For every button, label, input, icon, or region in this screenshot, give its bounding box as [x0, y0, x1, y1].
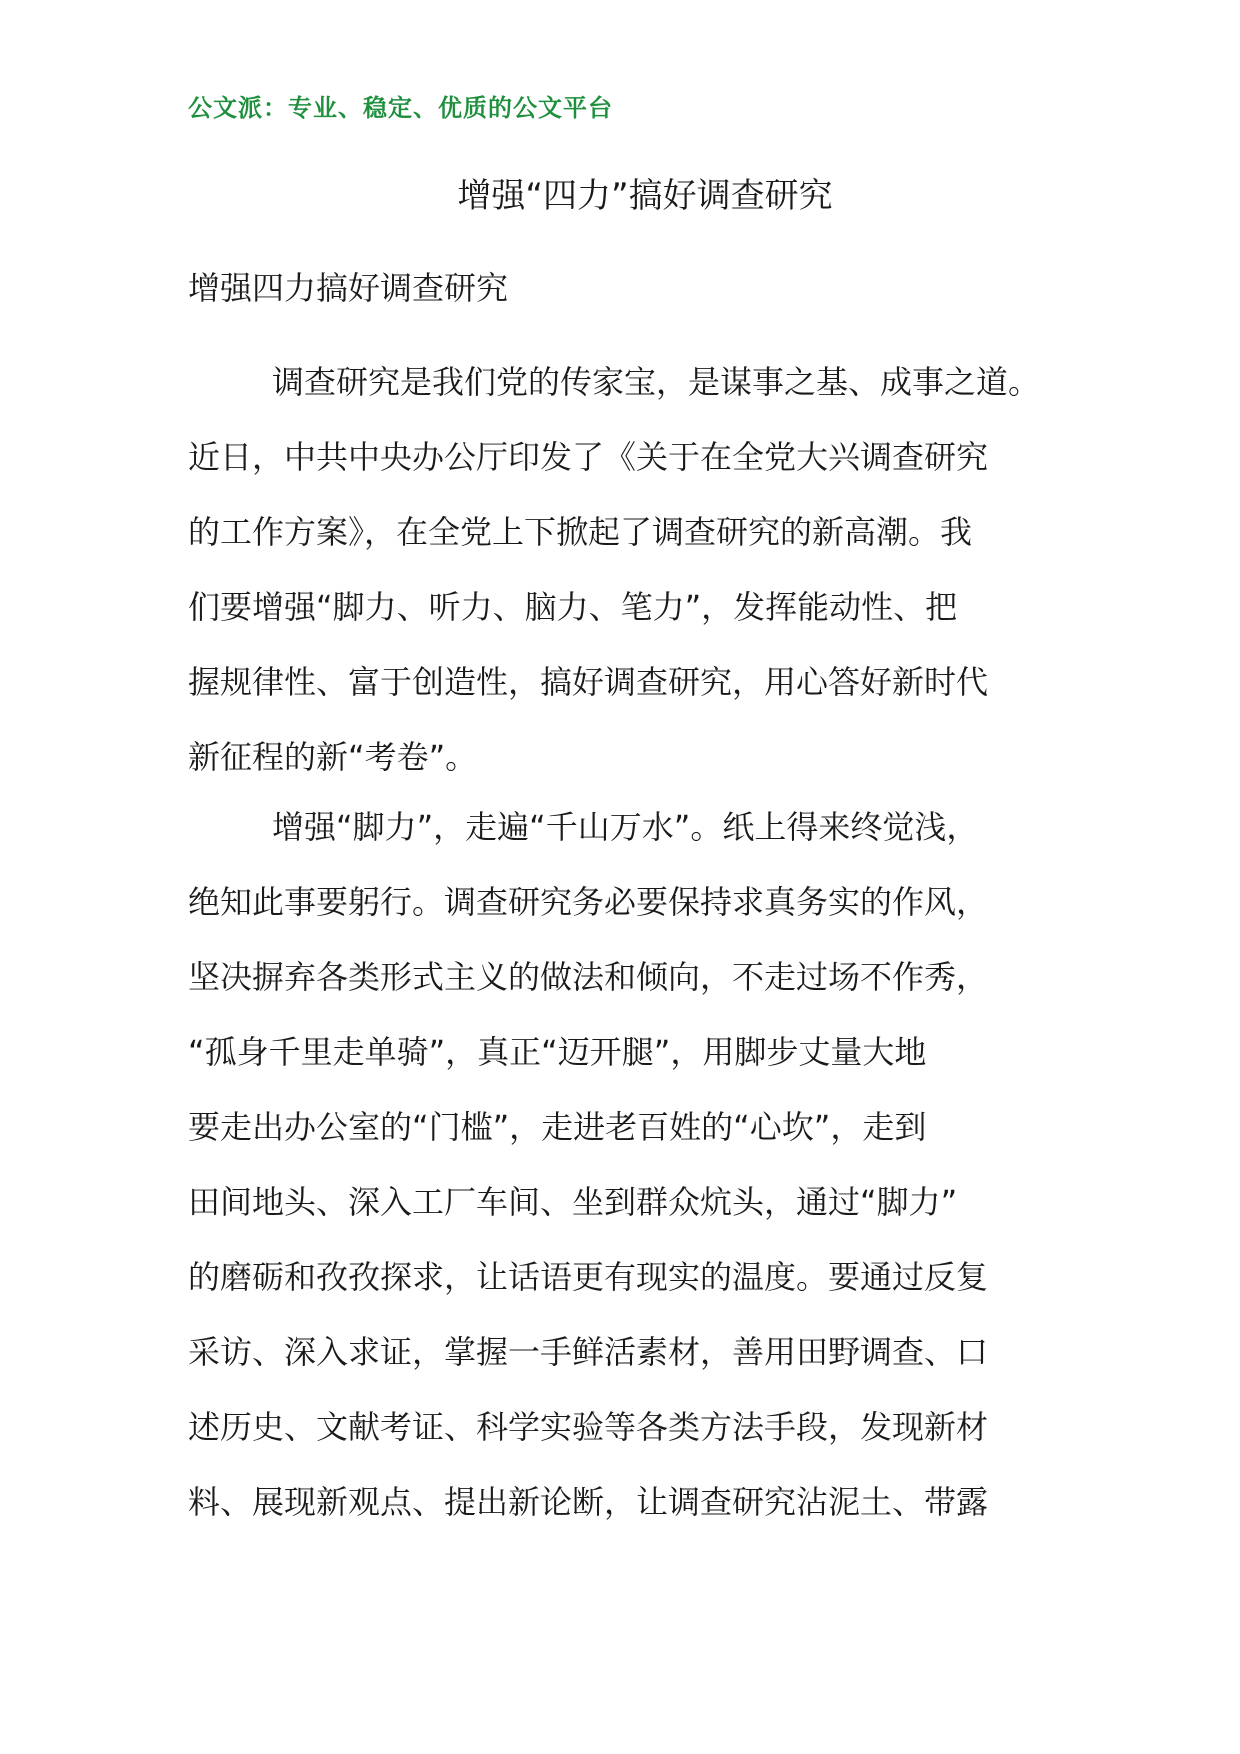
- platform-header: 公文派：专业、稳定、优质的公文平台: [188, 94, 613, 122]
- paragraph-line: 增强“脚力”，走遍“千山万水”。纸上得来终觉浅，: [272, 808, 979, 846]
- paragraph-line: 握规律性、富于创造性，搞好调查研究，用心答好新时代: [188, 663, 989, 701]
- paragraph-line: 料、展现新观点、提出新论断，让调查研究沾泥土、带露: [188, 1483, 989, 1521]
- paragraph-line: 坚决摒弃各类形式主义的做法和倾向，不走过场不作秀，: [188, 958, 989, 996]
- document-subheading: 增强四力搞好调查研究: [188, 269, 509, 307]
- paragraph-line: 述历史、文献考证、科学实验等各类方法手段，发现新材: [188, 1408, 989, 1446]
- paragraph-line: 的磨砺和孜孜探求，让话语更有现实的温度。要通过反复: [188, 1258, 989, 1296]
- paragraph-line: 绝知此事要躬行。调查研究务必要保持求真务实的作风，: [188, 883, 989, 921]
- paragraph-line: 新征程的新“考卷”。: [188, 738, 478, 776]
- paragraph-line: 调查研究是我们党的传家宝，是谋事之基、成事之道。: [272, 363, 1041, 401]
- paragraph-line: 要走出办公室的“门槛”，走进老百姓的“心坎”，走到: [188, 1108, 927, 1146]
- paragraph-line: 近日，中共中央办公厅印发了《关于在全党大兴调查研究: [188, 438, 989, 476]
- paragraph-line: 采访、深入求证，掌握一手鲜活素材，善用田野调查、口: [188, 1333, 989, 1371]
- paragraph-line: 们要增强“脚力、听力、脑力、笔力”，发挥能动性、把: [188, 588, 958, 626]
- paragraph-line: 的工作方案》，在全党上下掀起了调查研究的新高潮。我: [188, 513, 973, 551]
- document-title: 增强“四力”搞好调查研究: [457, 176, 833, 216]
- paragraph-line: “孤身千里走单骑”，真正“迈开腿”，用脚步丈量大地: [188, 1033, 927, 1071]
- paragraph-line: 田间地头、深入工厂车间、坐到群众炕头，通过“脚力”: [188, 1183, 958, 1221]
- paragraph-2: [188, 790, 1088, 1540]
- paragraph-1: [188, 345, 1088, 795]
